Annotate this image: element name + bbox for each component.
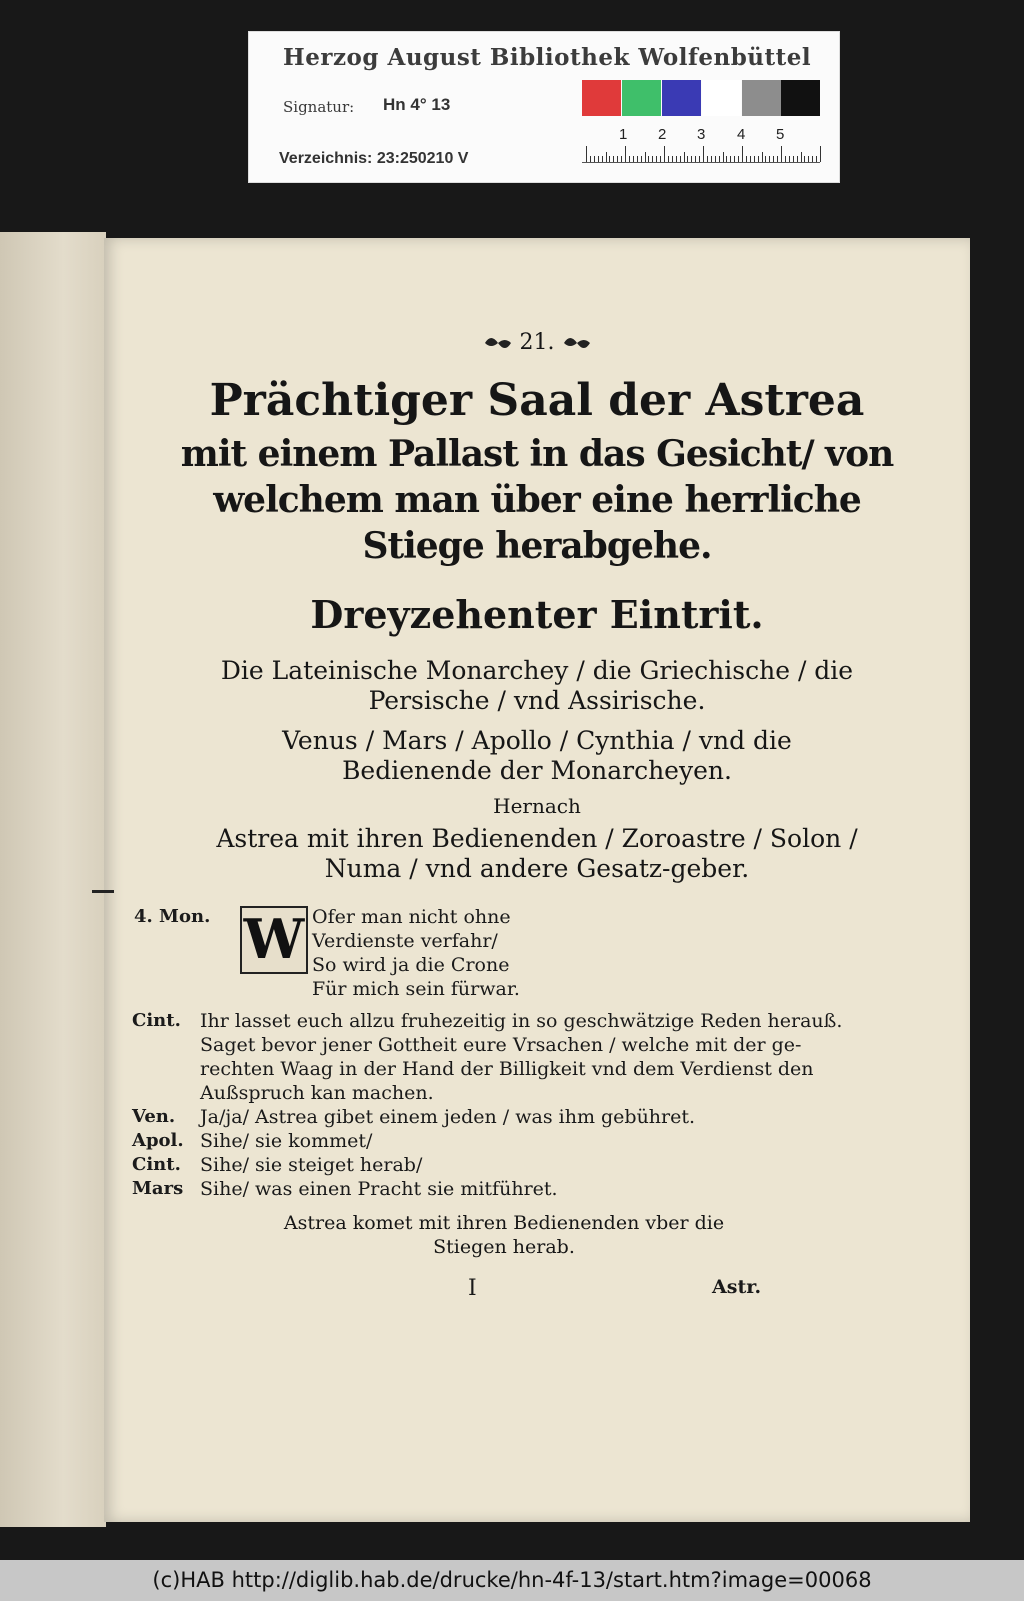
ruler-tick [652, 156, 653, 162]
ruler-label: 4 [737, 126, 746, 143]
cast-line: Astrea mit ihren Bedienenden / Zoroastre / Solon / [216, 824, 858, 853]
facing-page-edge [0, 232, 106, 1527]
ruler-tick [645, 152, 646, 162]
signature-mark: I [468, 1276, 477, 1301]
ruler-tick [808, 156, 809, 162]
ruler-tick [789, 156, 790, 162]
color-swatch-red [582, 80, 621, 116]
ruler-tick [781, 146, 782, 162]
ruler-tick [703, 146, 704, 162]
ruler-tick [695, 156, 696, 162]
ruler-tick [734, 156, 735, 162]
cast-line: Numa / vnd andere Gesatz-geber. [324, 854, 750, 883]
ruler-label: 3 [697, 126, 706, 143]
ruler-tick [586, 146, 587, 162]
fleuron-left-icon [483, 333, 513, 353]
ruler-tick [609, 156, 610, 162]
ruler-tick [660, 156, 661, 162]
ruler-label: 1 [619, 126, 628, 143]
ruler-tick [648, 156, 649, 162]
ruler-tick [726, 156, 727, 162]
ruler-tick [730, 156, 731, 162]
verzeichnis-label: Verzeichnis: 23:250210 V [279, 150, 469, 167]
ruler-tick [637, 156, 638, 162]
ruler-tick [738, 156, 739, 162]
ruler-tick [820, 146, 821, 162]
speech-line: Sihe/ was einen Pracht sie mitführet. [200, 1178, 558, 1200]
ruler-label: 2 [658, 126, 667, 143]
page-number-text: 21. [519, 330, 555, 355]
ruler-tick [633, 156, 634, 162]
color-swatch-white [702, 80, 741, 116]
ruler-tick [656, 156, 657, 162]
library-card [248, 31, 840, 183]
ruler-tick [594, 156, 595, 162]
ruler-tick [676, 156, 677, 162]
ruler-tick [769, 156, 770, 162]
library-name: Herzog August Bibliothek Wolfenbüttel [283, 44, 812, 71]
ruler-tick [812, 156, 813, 162]
speech-line: Ja/ja/ Astrea gibet einem jeden / was ihm gebühret. [200, 1106, 696, 1128]
ruler-tick [723, 152, 724, 162]
cast-line: Bedienende der Monarcheyen. [342, 756, 732, 785]
signatur-label: Signatur: [283, 98, 355, 116]
speech-line: Außspruch kan machen. [200, 1082, 434, 1104]
copyright-footer: (c)HAB http://diglib.hab.de/drucke/hn-4f-13/start.htm?image=00068 [0, 1560, 1024, 1601]
ruler-tick [773, 156, 774, 162]
ruler-tick [758, 156, 759, 162]
stage-direction-line: Stiegen herab. [433, 1236, 575, 1258]
speech-line: Ihr lasset euch allzu fruhezeitig in so geschwätzige Reden herauß. [200, 1010, 843, 1032]
ruler-tick [617, 156, 618, 162]
signatur-value: Hn 4° 13 [383, 95, 451, 114]
ruler-tick [715, 156, 716, 162]
speaker-label: Ven. [132, 1106, 176, 1127]
ruler-tick [625, 146, 626, 162]
title-line: Prächtiger Saal der Astrea [209, 375, 865, 426]
ruler-tick [590, 156, 591, 162]
speech-line: Sihe/ sie kommet/ [200, 1130, 373, 1152]
ruler-tick [621, 156, 622, 162]
ruler-label: 5 [776, 126, 785, 143]
ruler-tick [691, 156, 692, 162]
scale-ruler [582, 120, 820, 163]
ruler-tick [606, 152, 607, 162]
ruler-tick [598, 156, 599, 162]
scene-heading: Dreyzehenter Eintrit. [310, 592, 764, 637]
speech-line: Saget bevor jener Gottheit eure Vrsachen / welche mit der ge- [200, 1034, 802, 1056]
verse-line: Ofer man nicht ohne [312, 906, 511, 928]
title-line: Stiege herabgehe. [362, 525, 712, 567]
ruler-tick [602, 156, 603, 162]
ruler-tick [777, 156, 778, 162]
speaker-label: Cint. [132, 1154, 181, 1175]
ruler-tick [762, 152, 763, 162]
color-swatch-blue [662, 80, 701, 116]
ruler-tick [687, 156, 688, 162]
ruler-tick [754, 156, 755, 162]
stage-direction-line: Astrea komet mit ihren Bedienenden vber die [283, 1212, 725, 1234]
ruler-tick [742, 146, 743, 162]
verse-line: Verdienste verfahr/ [312, 930, 498, 952]
ruler-tick [797, 156, 798, 162]
verse-line: Für mich sein fürwar. [312, 978, 520, 1000]
ruler-tick [613, 156, 614, 162]
ruler-tick [804, 156, 805, 162]
title-line: mit einem Pallast in das Gesicht/ von [180, 433, 894, 475]
margin-mark [92, 890, 114, 893]
verse-line: So wird ja die Crone [312, 954, 510, 976]
ruler-tick [719, 156, 720, 162]
ruler-tick [746, 156, 747, 162]
ruler-tick [750, 156, 751, 162]
ruler-tick [668, 156, 669, 162]
ruler-tick [707, 156, 708, 162]
ruler-tick [699, 156, 700, 162]
cast-line: Venus / Mars / Apollo / Cynthia / vnd die [282, 726, 792, 755]
speech-line: Sihe/ sie steiget herab/ [200, 1154, 423, 1176]
ruler-tick [765, 156, 766, 162]
color-swatch-black [781, 80, 820, 116]
speaker-label: 4. Mon. [134, 906, 211, 927]
ruler-tick [664, 146, 665, 162]
cast-hernach: Hernach [493, 794, 581, 818]
speaker-label: Cint. [132, 1010, 181, 1031]
page-number [104, 330, 970, 355]
cast-line: Persische / vnd Assirische. [368, 686, 706, 715]
ruler-tick [684, 152, 685, 162]
decorated-initial: W [240, 906, 308, 974]
cast-line: Die Lateinische Monarchey / die Griechische / die [220, 656, 854, 685]
speaker-label: Apol. [132, 1130, 184, 1151]
ruler-tick [793, 156, 794, 162]
ruler-tick [641, 156, 642, 162]
ruler-tick [801, 152, 802, 162]
fleuron-right-icon [562, 333, 592, 353]
ruler-tick [785, 156, 786, 162]
ruler-tick [816, 156, 817, 162]
color-swatch-green [622, 80, 661, 116]
ruler-tick [711, 156, 712, 162]
catchword: Astr. [712, 1276, 762, 1298]
color-calibration-strip [582, 80, 820, 116]
ruler-tick [680, 156, 681, 162]
color-swatch-gray [742, 80, 781, 116]
ruler-tick [629, 156, 630, 162]
title-line: welchem man über eine herrliche [213, 479, 861, 521]
speech-line: rechten Waag in der Hand der Billigkeit vnd dem Verdienst den [200, 1058, 814, 1080]
speaker-label: Mars [132, 1178, 184, 1199]
ruler-tick [672, 156, 673, 162]
